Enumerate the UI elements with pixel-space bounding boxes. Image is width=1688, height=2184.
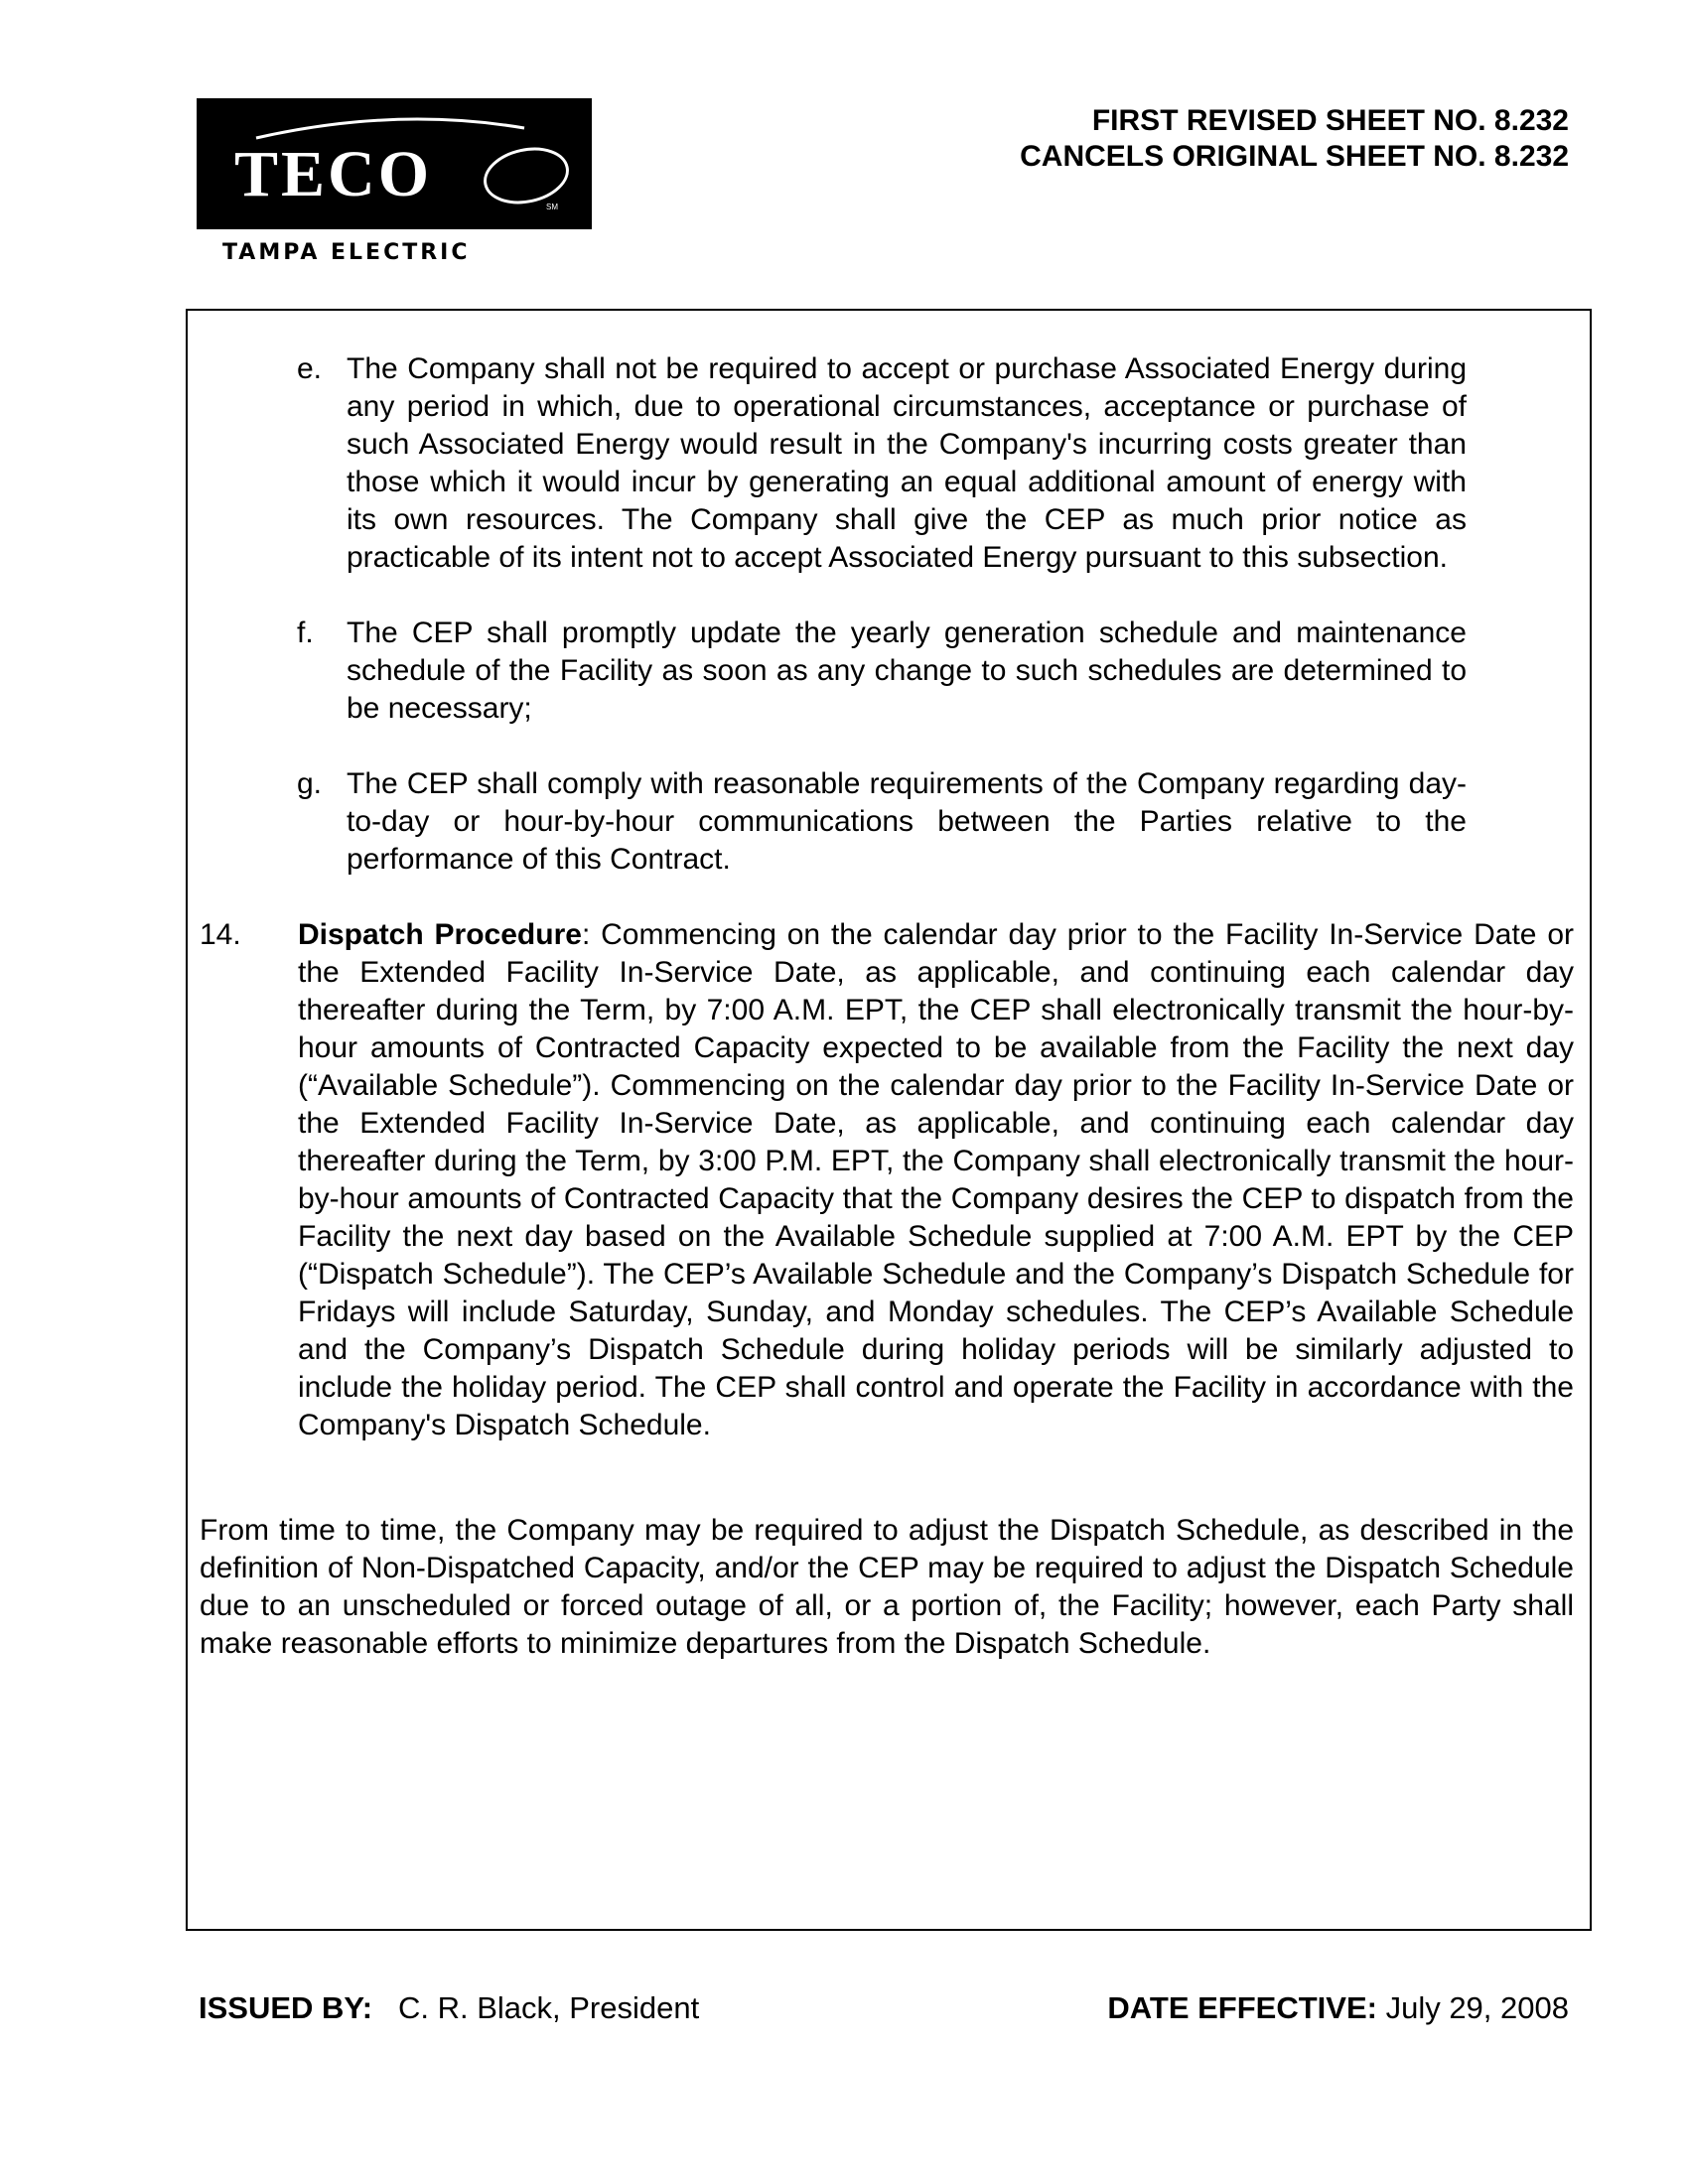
closing-paragraph: From time to time, the Company may be required to adjust the Dispatch Schedule, as described in the definition of Non-Dispatched Capacity, and/or the CEP may be required to adjust the Dispatch Schedule due to an unscheduled or forced outage of all, or a portion of, the Facility; however, each Party shall make reasonable efforts to minimize departures from the Dispatch Schedule.: [200, 1514, 1574, 1660]
item-marker: f.: [297, 616, 314, 649]
logo-wordmark: TECO: [234, 138, 433, 210]
tariff-content-box: [186, 309, 1592, 1931]
list-item: [297, 614, 1467, 728]
teco-logo-mark: [197, 98, 592, 229]
item-marker: e.: [297, 352, 323, 385]
date-effective-value: July 29, 2008: [1385, 1990, 1569, 2025]
sheet-header: [1020, 103, 1569, 175]
section-14: [200, 916, 1586, 1444]
date-effective: [1107, 1990, 1569, 2026]
logo-sm-mark: SM: [546, 203, 558, 211]
section-text: : Commencing on the calendar day prior to the Facility In-Service Date or the Extended Facility In-Service Date, as applicable, and continuing each calendar day thereafter during the Term, by 7:00 A.M. EPT, the CEP shall electronically transmit the hour-by-hour amounts of Contracted Capacity expected to be available from the Facility the next day (“Available Schedule”). Commencing on the calendar day prior to the Facility In-Service Date or the Extended Facility In-Service Date, as applicable, and continuing each calendar day thereafter during the Term, by 3:00 P.M. EPT, the Company shall electronically transmit the hour-by-hour amounts of Contracted Capacity that the Company desires the CEP to dispatch from the Facility the next day based on the Available Schedule supplied at 7:00 A.M. EPT by the CEP (“Dispatch Schedule”). The CEP’s Available Schedule and the Company’s Dispatch Schedule for Fridays will include Saturday, Sunday, and Monday schedules. The CEP’s Available Schedule and the Company’s Dispatch Schedule during holiday periods will be similarly adjusted to include the holiday period. The CEP shall control and operate the Facility in accordance with the Company's Dispatch Schedule.: [298, 918, 1575, 1441]
logo-tagline: TAMPA ELECTRIC: [222, 240, 471, 265]
date-effective-label: DATE EFFECTIVE:: [1107, 1990, 1377, 2025]
cancels-sheet-number: CANCELS ORIGINAL SHEET NO. 8.232: [1020, 140, 1569, 173]
list-item: [297, 765, 1467, 879]
section-body: [298, 916, 1574, 1444]
item-text: The CEP shall comply with reasonable requirements of the Company regarding day-to-day or hour-by-hour communications between the Parties relative to the performance of this Contract.: [347, 767, 1467, 876]
issued-by-label: ISSUED BY:: [199, 1990, 373, 2025]
teco-logo: [197, 98, 592, 229]
issued-by-value: C. R. Black, President: [398, 1990, 700, 2025]
sheet-number: FIRST REVISED SHEET NO. 8.232: [1091, 104, 1569, 137]
section-title: Dispatch Procedure: [298, 918, 582, 951]
section-number: 14.: [200, 918, 241, 951]
issued-by: [199, 1990, 699, 2026]
list-item: [297, 350, 1467, 577]
item-text: The CEP shall promptly update the yearly generation schedule and maintenance schedule of the Facility as soon as any change to such schedules are determined to be necessary;: [347, 616, 1467, 725]
item-text: The Company shall not be required to accept or purchase Associated Energy during any period in which, due to operational circumstances, acceptance or purchase of such Associated Energy would result in the Company's incurring costs greater than those which it would incur by generating an equal additional amount of energy with its own resources. The Company shall give the CEP as much prior notice as practicable of its intent not to accept Associated Energy pursuant to this subsection.: [347, 352, 1467, 574]
item-marker: g.: [297, 767, 323, 800]
